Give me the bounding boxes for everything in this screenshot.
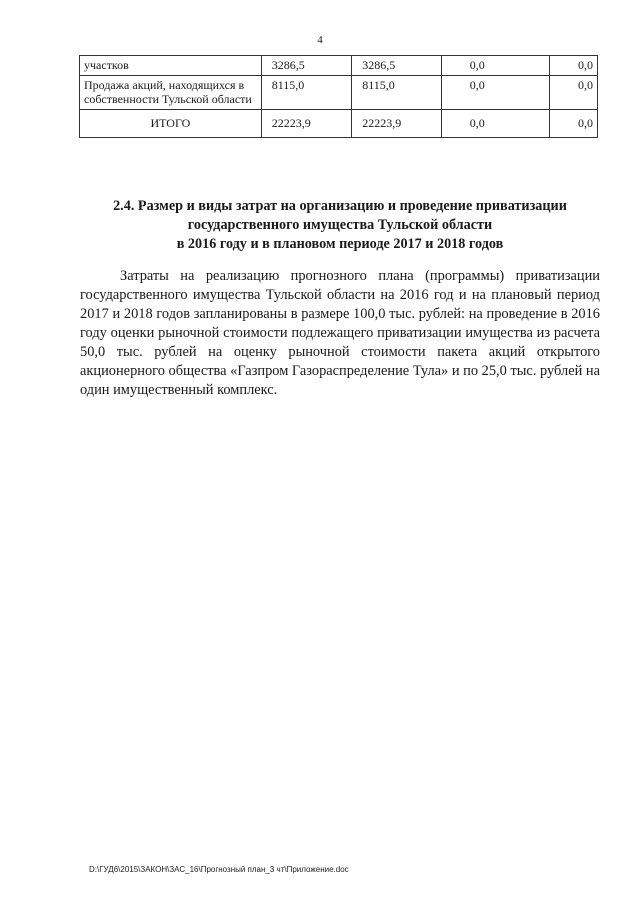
- cell-value: 0,0: [441, 110, 549, 138]
- cell-value: 22223,9: [352, 110, 442, 138]
- heading-line: государственного имущества Тульской области: [187, 217, 493, 233]
- cell-value: 0,0: [441, 56, 549, 76]
- row-label: Продажа акций, находящихся в собственности Тульской области: [80, 76, 262, 110]
- cell-value: 0,0: [550, 56, 598, 76]
- heading-line: в 2016 году и в плановом периоде 2017 и 2018 годов: [176, 236, 504, 252]
- cell-value: 22223,9: [261, 110, 352, 138]
- table-total-row: [80, 110, 598, 138]
- page-number: 4: [317, 34, 323, 46]
- total-label: ИТОГО: [80, 110, 262, 138]
- privatization-table: [79, 55, 598, 138]
- cell-value: 3286,5: [352, 56, 442, 76]
- cell-value: 3286,5: [261, 56, 352, 76]
- cell-value: 0,0: [550, 76, 598, 110]
- table-row: [80, 56, 598, 76]
- cell-value: 0,0: [441, 76, 549, 110]
- row-label: участков: [80, 56, 262, 76]
- heading-line: 2.4. Размер и виды затрат на организацию и проведение приватизации: [113, 198, 567, 214]
- section-heading: [80, 197, 600, 254]
- cell-value: 8115,0: [261, 76, 352, 110]
- body-paragraph: Затраты на реализацию прогнозного плана (программы) приватизации государственного имущества Тульской области на 2016 год и на плановый период 2017 и 2018 годов запланированы в размере 100,0 тыс. рублей: на проведение в 2016 году оценки рыночной стоимости подлежащего приватизации имущества из расчета 50,0 тыс. рублей на оценку рыночной стоимости пакета акций открытого акционерного общества «Газпром Газораспределение Тула» и по 25,0 тыс. рублей на один имущественный комплекс.: [80, 268, 600, 398]
- cell-value: 0,0: [550, 110, 598, 138]
- cell-value: 8115,0: [352, 76, 442, 110]
- file-path-footer: D:\ГУД6\2015\ЗАКОН\ЗАС_16\Прогнозный план_3 чт\Приложение.doc: [89, 865, 349, 874]
- table-row: [80, 76, 598, 110]
